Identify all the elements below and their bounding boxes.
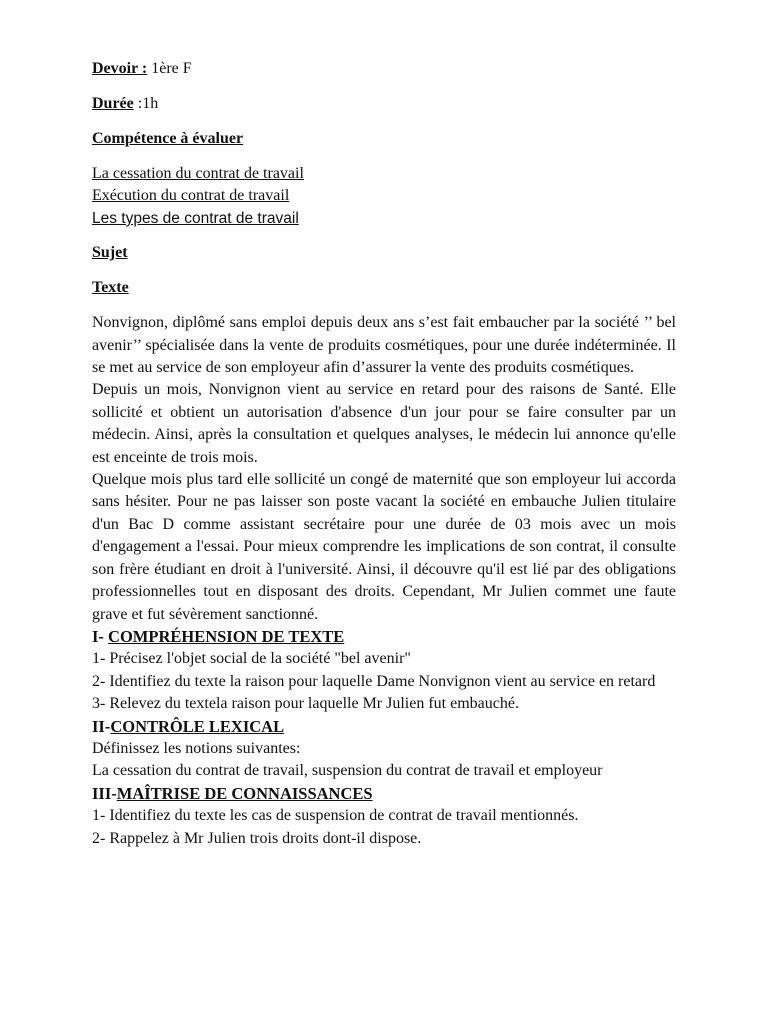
competence-label: Compétence à évaluer <box>92 130 244 147</box>
question-item: 1- Identifiez du texte les cas de suspension de contrat de travail mentionnés. <box>92 807 579 825</box>
competence-item: La cessation du contrat de travail <box>92 165 304 182</box>
section-title: MAÎTRISE DE CONNAISSANCES <box>116 783 373 803</box>
question-item: 1- Précisez l'objet social de la société "bel avenir" <box>92 650 411 668</box>
duree-value: :1h <box>133 95 159 112</box>
document-page <box>92 58 676 850</box>
question-item: La cessation du contrat de travail, suspension du contrat de travail et employeur <box>92 762 603 780</box>
duree-label: Durée <box>92 95 134 112</box>
section-comprehension-title <box>92 626 676 648</box>
question-item: 2- Rappelez à Mr Julien trois droits dont-il dispose. <box>92 829 422 847</box>
paragraph: Quelque mois plus tard elle sollicité un congé de maternité que son employeur lui accorda sans hésiter. Pour ne pas laisser son poste vacant la société en embauche Julien titulaire d'un Bac D comme assistant secrétaire pour une durée de 03 mois avec un mois d'engagement a l'essai. Pour mieux comprendre les implications de son contrat, il consulte son frère étudiant en droit à l'université. Ainsi, il découvre qu'il est lié par des obligations professionnelles tout en disposant des droits. Cependant, Mr Julien commet une faute grave et fut sévèrement sanctionné. <box>92 471 676 623</box>
section-prefix: II- <box>92 716 111 736</box>
competence-item: Exécution du contrat de travail <box>92 187 290 205</box>
devoir-label: Devoir : <box>92 60 148 77</box>
texte-heading <box>92 277 676 299</box>
sujet-label: Sujet <box>92 244 128 262</box>
section-prefix: I- <box>92 626 109 646</box>
competence-list <box>92 163 676 230</box>
text-body <box>92 312 676 626</box>
section-connaissances-title <box>92 783 676 805</box>
sujet-heading <box>92 242 676 264</box>
texte-label: Texte <box>92 279 129 297</box>
paragraph: Depuis un mois, Nonvignon vient au service en retard pour des raisons de Santé. Elle sollicité et obtient un autorisation d'absence d'un jour pour se faire consulter par un médecin. Ainsi, après la consultation et quelques analyses, le médecin lui annonce qu'elle est enceinte de trois mois. <box>92 381 676 466</box>
section-title: COMPRÉHENSION DE TEXTE <box>108 626 345 646</box>
section-prefix: III- <box>92 783 117 803</box>
section-lexical-title <box>92 716 676 738</box>
paragraph: Nonvignon, diplômé sans emploi depuis deux ans s’est fait embaucher par la société ’’ bel avenir’’ spécialisée dans la vente de produits cosmétiques, pour une durée indéterminée. Il se met au service de son employeur afin d’assurer la vente des produits cosmétiques. <box>92 314 676 377</box>
competence-item: Les types de contrat de travail <box>92 209 299 227</box>
devoir-line <box>92 58 676 80</box>
question-item: Définissez les notions suivantes: <box>92 739 301 757</box>
section-title: CONTRÔLE LEXICAL <box>110 716 285 736</box>
devoir-value: 1ère F <box>147 60 192 77</box>
competence-heading <box>92 128 676 150</box>
duree-line <box>92 93 676 115</box>
question-item: 2- Identifiez du texte la raison pour laquelle Dame Nonvignon vient au service en retard <box>92 672 656 690</box>
question-item: 3- Relevez du textela raison pour laquelle Mr Julien fut embauché. <box>92 695 519 713</box>
